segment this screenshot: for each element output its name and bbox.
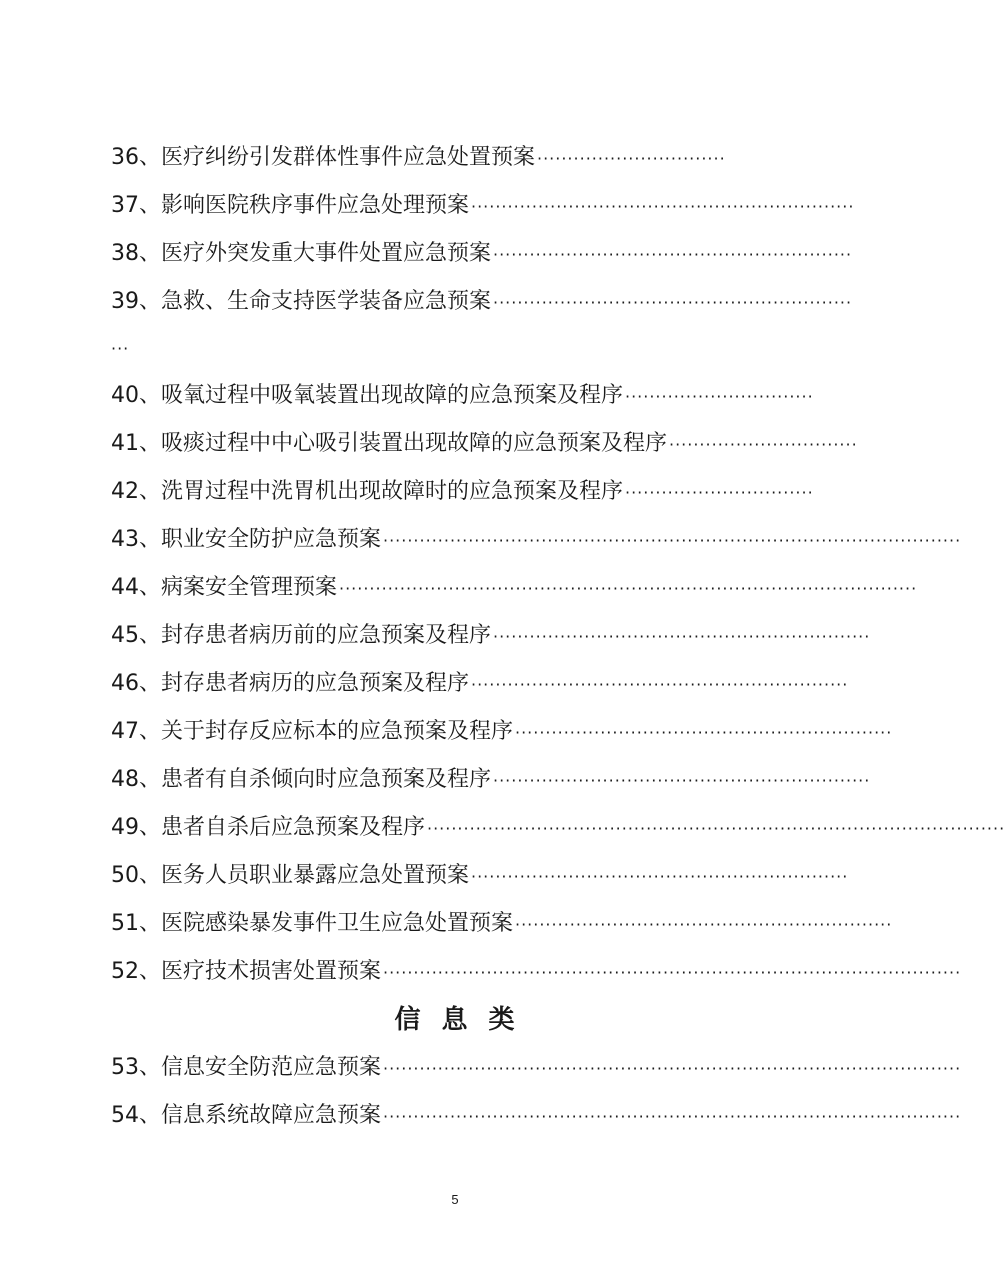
- toc-entry-title: 51、医院感染暴发事件卫生应急处置预案: [111, 911, 513, 936]
- toc-leader-dots: ···: [111, 339, 130, 358]
- toc-entry-title: 41、吸痰过程中中心吸引装置出现故障的应急预案及程序: [111, 431, 667, 456]
- toc-leader-dots: ······························································: [515, 723, 893, 742]
- toc-leader-dots: ·······························································································: [383, 963, 962, 982]
- toc-entry[interactable]: [111, 468, 814, 516]
- section-heading: 信 息 类: [394, 1005, 521, 1035]
- toc-entry[interactable]: [111, 372, 814, 420]
- toc-entry[interactable]: [111, 852, 849, 900]
- toc-entry-title: 54、信息系统故障应急预案: [111, 1103, 381, 1128]
- toc-entry-title: 50、医务人员职业暴露应急处置预案: [111, 863, 469, 888]
- toc-entry-title: 40、吸氧过程中吸氧装置出现故障的应急预案及程序: [111, 383, 623, 408]
- toc-entry[interactable]: [111, 612, 871, 660]
- toc-entry[interactable]: [111, 756, 871, 804]
- toc-leader-dots: ······························································: [471, 867, 849, 886]
- toc-entry-title: 42、洗胃过程中洗胃机出现故障时的应急预案及程序: [111, 479, 623, 504]
- toc-entry-title: 45、封存患者病历前的应急预案及程序: [111, 623, 491, 648]
- toc-entry[interactable]: [111, 1044, 962, 1092]
- toc-entry-title: 47、关于封存反应标本的应急预案及程序: [111, 719, 513, 744]
- toc-leader-dots: ···························································: [493, 293, 853, 312]
- toc-entry-title: 53、信息安全防范应急预案: [111, 1055, 381, 1080]
- toc-leader-dots: ·······························································: [471, 197, 855, 216]
- toc-entry[interactable]: [111, 516, 962, 564]
- toc-entry[interactable]: [111, 1092, 962, 1140]
- toc-entry[interactable]: [111, 900, 893, 948]
- toc-entry-title: 37、影响医院秩序事件应急处理预案: [111, 193, 469, 218]
- toc-entry-title: 48、患者有自杀倾向时应急预案及程序: [111, 767, 491, 792]
- toc-entry[interactable]: [111, 948, 962, 996]
- toc-entry-title: 36、医疗纠纷引发群体性事件应急处置预案: [111, 145, 535, 170]
- toc-leader-dots: ·······························································································: [427, 819, 1005, 838]
- toc-leader-dots: ·······························: [669, 435, 858, 454]
- toc-leader-dots: ······························································: [493, 771, 871, 790]
- toc-leader-continuation: [111, 326, 798, 372]
- toc-entry[interactable]: [111, 804, 1005, 852]
- toc-leader-dots: ·······························: [537, 149, 726, 168]
- toc-entry-title: 49、患者自杀后应急预案及程序: [111, 815, 425, 840]
- toc-leader-dots: ······························································: [515, 915, 893, 934]
- toc-entry-title: 43、职业安全防护应急预案: [111, 527, 381, 552]
- toc-leader-dots: ······························································: [493, 627, 871, 646]
- toc-entry[interactable]: [111, 564, 918, 612]
- toc-leader-dots: ·······························: [625, 483, 814, 502]
- toc-leader-dots: ·······························: [625, 387, 814, 406]
- toc-entry[interactable]: [111, 182, 855, 230]
- page-number: 5: [451, 1192, 459, 1207]
- toc-entry-title: 39、急救、生命支持医学装备应急预案: [111, 289, 491, 314]
- toc-entry[interactable]: [111, 230, 853, 278]
- toc-entry-title: 46、封存患者病历的应急预案及程序: [111, 671, 469, 696]
- toc-entry[interactable]: [111, 660, 849, 708]
- toc-leader-dots: ·······························································································: [383, 531, 962, 550]
- toc-leader-dots: ·······························································································: [383, 1107, 962, 1126]
- table-of-contents: [111, 134, 1005, 1140]
- toc-entry[interactable]: [111, 420, 858, 468]
- toc-entry[interactable]: [111, 134, 798, 182]
- toc-leader-dots: ···························································: [493, 245, 853, 264]
- toc-entry-title: 38、医疗外突发重大事件处置应急预案: [111, 241, 491, 266]
- toc-leader-dots: ······························································: [471, 675, 849, 694]
- toc-entry[interactable]: [111, 278, 853, 326]
- toc-leader-dots: ·······························································································: [383, 1059, 962, 1078]
- toc-leader-dots: ·······························································································: [339, 579, 918, 598]
- toc-entry-title: 44、病案安全管理预案: [111, 575, 337, 600]
- toc-entry-title: 52、医疗技术损害处置预案: [111, 959, 381, 984]
- toc-entry[interactable]: [111, 708, 893, 756]
